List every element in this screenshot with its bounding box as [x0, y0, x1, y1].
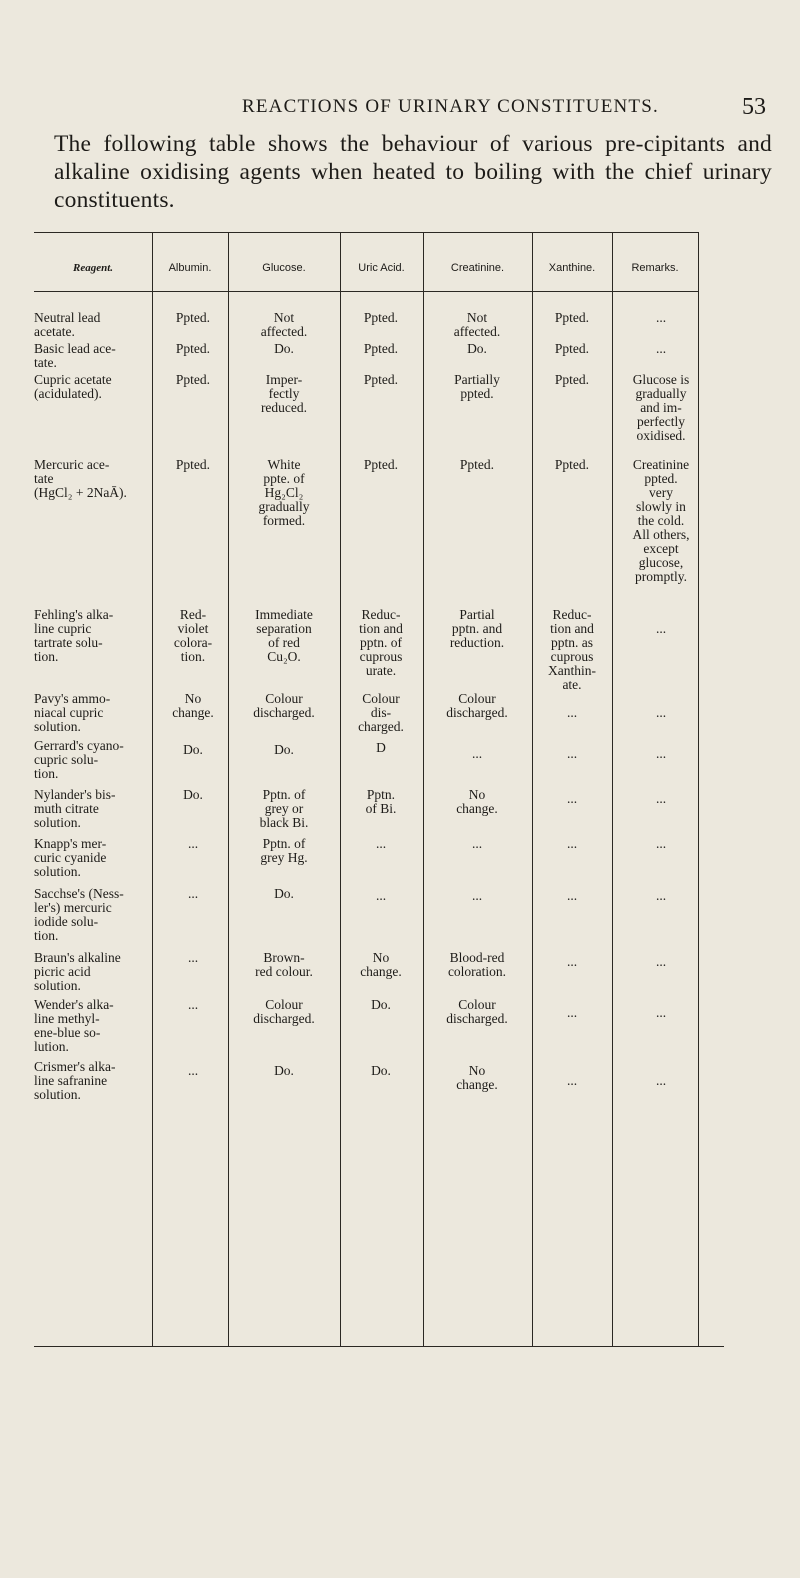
cell-albumin: Do.: [183, 787, 203, 802]
cell-uric-acid: Ppted.: [363, 457, 399, 472]
table-bottom-rule: [34, 1346, 724, 1347]
cell-remarks: ...: [655, 621, 667, 636]
header-glucose: Glucose.: [262, 262, 306, 274]
cell-uric-acid: Ppted.: [363, 341, 399, 356]
cell-creatinine: No change.: [456, 1063, 498, 1092]
cell-reagent: Wender's alka- line methyl- ene-blue so- lution.: [34, 997, 114, 1054]
cell-albumin: Do.: [183, 742, 203, 757]
cell-glucose: Pptn. of grey Hg.: [260, 836, 308, 865]
cell-xanthine: ...: [566, 705, 578, 720]
cell-glucose: Colour discharged.: [253, 997, 315, 1026]
cell-albumin: No change.: [172, 691, 214, 720]
cell-uric-acid: Reduc- tion and pptn. of cuprous urate.: [359, 607, 403, 678]
header-reagent: Reagent.: [72, 262, 114, 274]
cell-uric-acid: Do.: [371, 1063, 391, 1078]
cell-uric-acid: ...: [375, 836, 387, 851]
cell-creatinine: Partially ppted.: [454, 372, 500, 401]
cell-remarks: Creatinine ppted. very slowly in the cold. All others, except glucose, promptly.: [632, 457, 690, 584]
cell-uric-acid: Colour dis- charged.: [358, 691, 404, 734]
cell-reagent: Basic lead ace- tate.: [34, 341, 116, 370]
cell-glucose: Do.: [274, 886, 294, 901]
cell-reagent: Neutral lead acetate.: [34, 310, 101, 339]
cell-glucose: Do.: [274, 341, 294, 356]
header-remarks: Remarks.: [631, 262, 679, 274]
cell-albumin: ...: [187, 886, 199, 901]
cell-uric-acid: Do.: [371, 997, 391, 1012]
running-title: REACTIONS OF URINARY CONSTITUENTS.: [242, 96, 659, 117]
cell-creatinine: Not affected.: [453, 310, 501, 339]
header-rule: [34, 291, 698, 292]
column-rule: [152, 232, 153, 1346]
cell-albumin: ...: [187, 1063, 199, 1078]
cell-glucose: Imper- fectly reduced.: [260, 372, 308, 415]
cell-xanthine: ...: [566, 954, 578, 969]
cell-xanthine: ...: [566, 1073, 578, 1088]
cell-xanthine: Reduc- tion and pptn. as cuprous Xanthin- ate.: [548, 607, 596, 692]
cell-creatinine: Blood-red coloration.: [447, 950, 507, 979]
cell-reagent: Nylander's bis- muth citrate solution.: [34, 787, 116, 830]
cell-xanthine: ...: [566, 791, 578, 806]
header-creatinine: Creatinine.: [450, 262, 505, 274]
cell-creatinine: ...: [471, 888, 483, 903]
cell-remarks: Glucose is gradually and im- perfectly oxidised.: [632, 372, 690, 443]
cell-albumin: Red- violet colora- tion.: [173, 607, 213, 664]
cell-xanthine: ...: [566, 836, 578, 851]
cell-glucose: Brown- red colour.: [255, 950, 313, 979]
page-number: 53: [742, 94, 766, 120]
cell-remarks: ...: [655, 1005, 667, 1020]
cell-uric-acid: ...: [375, 888, 387, 903]
cell-glucose: Colour discharged.: [253, 691, 315, 720]
cell-uric-acid: Pptn. of Bi.: [365, 787, 397, 816]
cell-uric-acid: Ppted.: [363, 310, 399, 325]
cell-reagent: Pavy's ammo- niacal cupric solution.: [34, 691, 111, 734]
cell-creatinine: Do.: [467, 341, 487, 356]
cell-albumin: ...: [187, 836, 199, 851]
cell-glucose: White ppte. of Hg₂Cl₂ gradually formed.: [258, 457, 310, 528]
cell-creatinine: Colour discharged.: [446, 997, 508, 1026]
reactions-table: [34, 228, 700, 1578]
running-head: [0, 96, 800, 126]
cell-reagent: Braun's alkaline picric acid solution.: [34, 950, 121, 993]
cell-remarks: ...: [655, 954, 667, 969]
cell-uric-acid: D: [376, 740, 386, 755]
cell-reagent: Crismer's alka- line safranine solution.: [34, 1059, 116, 1102]
cell-creatinine: Ppted.: [459, 457, 495, 472]
header-albumin: Albumin.: [168, 262, 212, 274]
cell-xanthine: ...: [566, 746, 578, 761]
cell-albumin: ...: [187, 997, 199, 1012]
cell-albumin: Ppted.: [175, 341, 211, 356]
cell-albumin: Ppted.: [175, 310, 211, 325]
table-top-rule: [34, 232, 698, 233]
cell-glucose: Pptn. of grey or black Bi.: [259, 787, 309, 830]
cell-remarks: ...: [655, 310, 667, 325]
cell-reagent: Sacchse's (Ness- ler's) mercuric iodide solu- tion.: [34, 886, 124, 943]
cell-reagent: Gerrard's cyano- cupric solu- tion.: [34, 738, 124, 781]
cell-xanthine: Ppted.: [554, 341, 590, 356]
cell-xanthine: Ppted.: [554, 372, 590, 387]
cell-creatinine: No change.: [456, 787, 498, 816]
cell-xanthine: ...: [566, 888, 578, 903]
cell-remarks: ...: [655, 791, 667, 806]
cell-reagent: Knapp's mer- curic cyanide solution.: [34, 836, 107, 879]
cell-creatinine: Colour discharged.: [446, 691, 508, 720]
cell-xanthine: Ppted.: [554, 457, 590, 472]
cell-reagent: Mercuric ace- tate (HgCl₂ + 2NaĀ).: [34, 457, 127, 500]
cell-uric-acid: Ppted.: [363, 372, 399, 387]
cell-remarks: ...: [655, 888, 667, 903]
cell-albumin: Ppted.: [175, 372, 211, 387]
cell-remarks: ...: [655, 746, 667, 761]
cell-glucose: Not affected.: [260, 310, 308, 339]
intro-paragraph: The following table shows the behaviour of various pre-cipitants and alkaline oxidising agents when heated to boiling with the chief urinary constituents.: [54, 131, 772, 213]
column-rule: [612, 232, 613, 1346]
column-rule: [532, 232, 533, 1346]
cell-reagent: Fehling's alka- line cupric tartrate solu- tion.: [34, 607, 114, 664]
cell-remarks: ...: [655, 705, 667, 720]
cell-glucose: Do.: [274, 742, 294, 757]
cell-creatinine: Partial pptn. and reduction.: [449, 607, 505, 650]
cell-glucose: Immediate separation of red Cu₂O.: [255, 607, 313, 664]
cell-remarks: ...: [655, 836, 667, 851]
cell-remarks: ...: [655, 341, 667, 356]
cell-uric-acid: No change.: [360, 950, 402, 979]
cell-creatinine: ...: [471, 836, 483, 851]
cell-albumin: ...: [187, 950, 199, 965]
cell-albumin: Ppted.: [175, 457, 211, 472]
header-xanthine: Xanthine.: [548, 262, 596, 274]
cell-reagent: Cupric acetate (acidulated).: [34, 372, 112, 401]
cell-remarks: ...: [655, 1073, 667, 1088]
header-uric-acid: Uric Acid.: [358, 262, 405, 274]
cell-xanthine: ...: [566, 1005, 578, 1020]
cell-xanthine: Ppted.: [554, 310, 590, 325]
cell-glucose: Do.: [274, 1063, 294, 1078]
cell-creatinine: ...: [471, 746, 483, 761]
